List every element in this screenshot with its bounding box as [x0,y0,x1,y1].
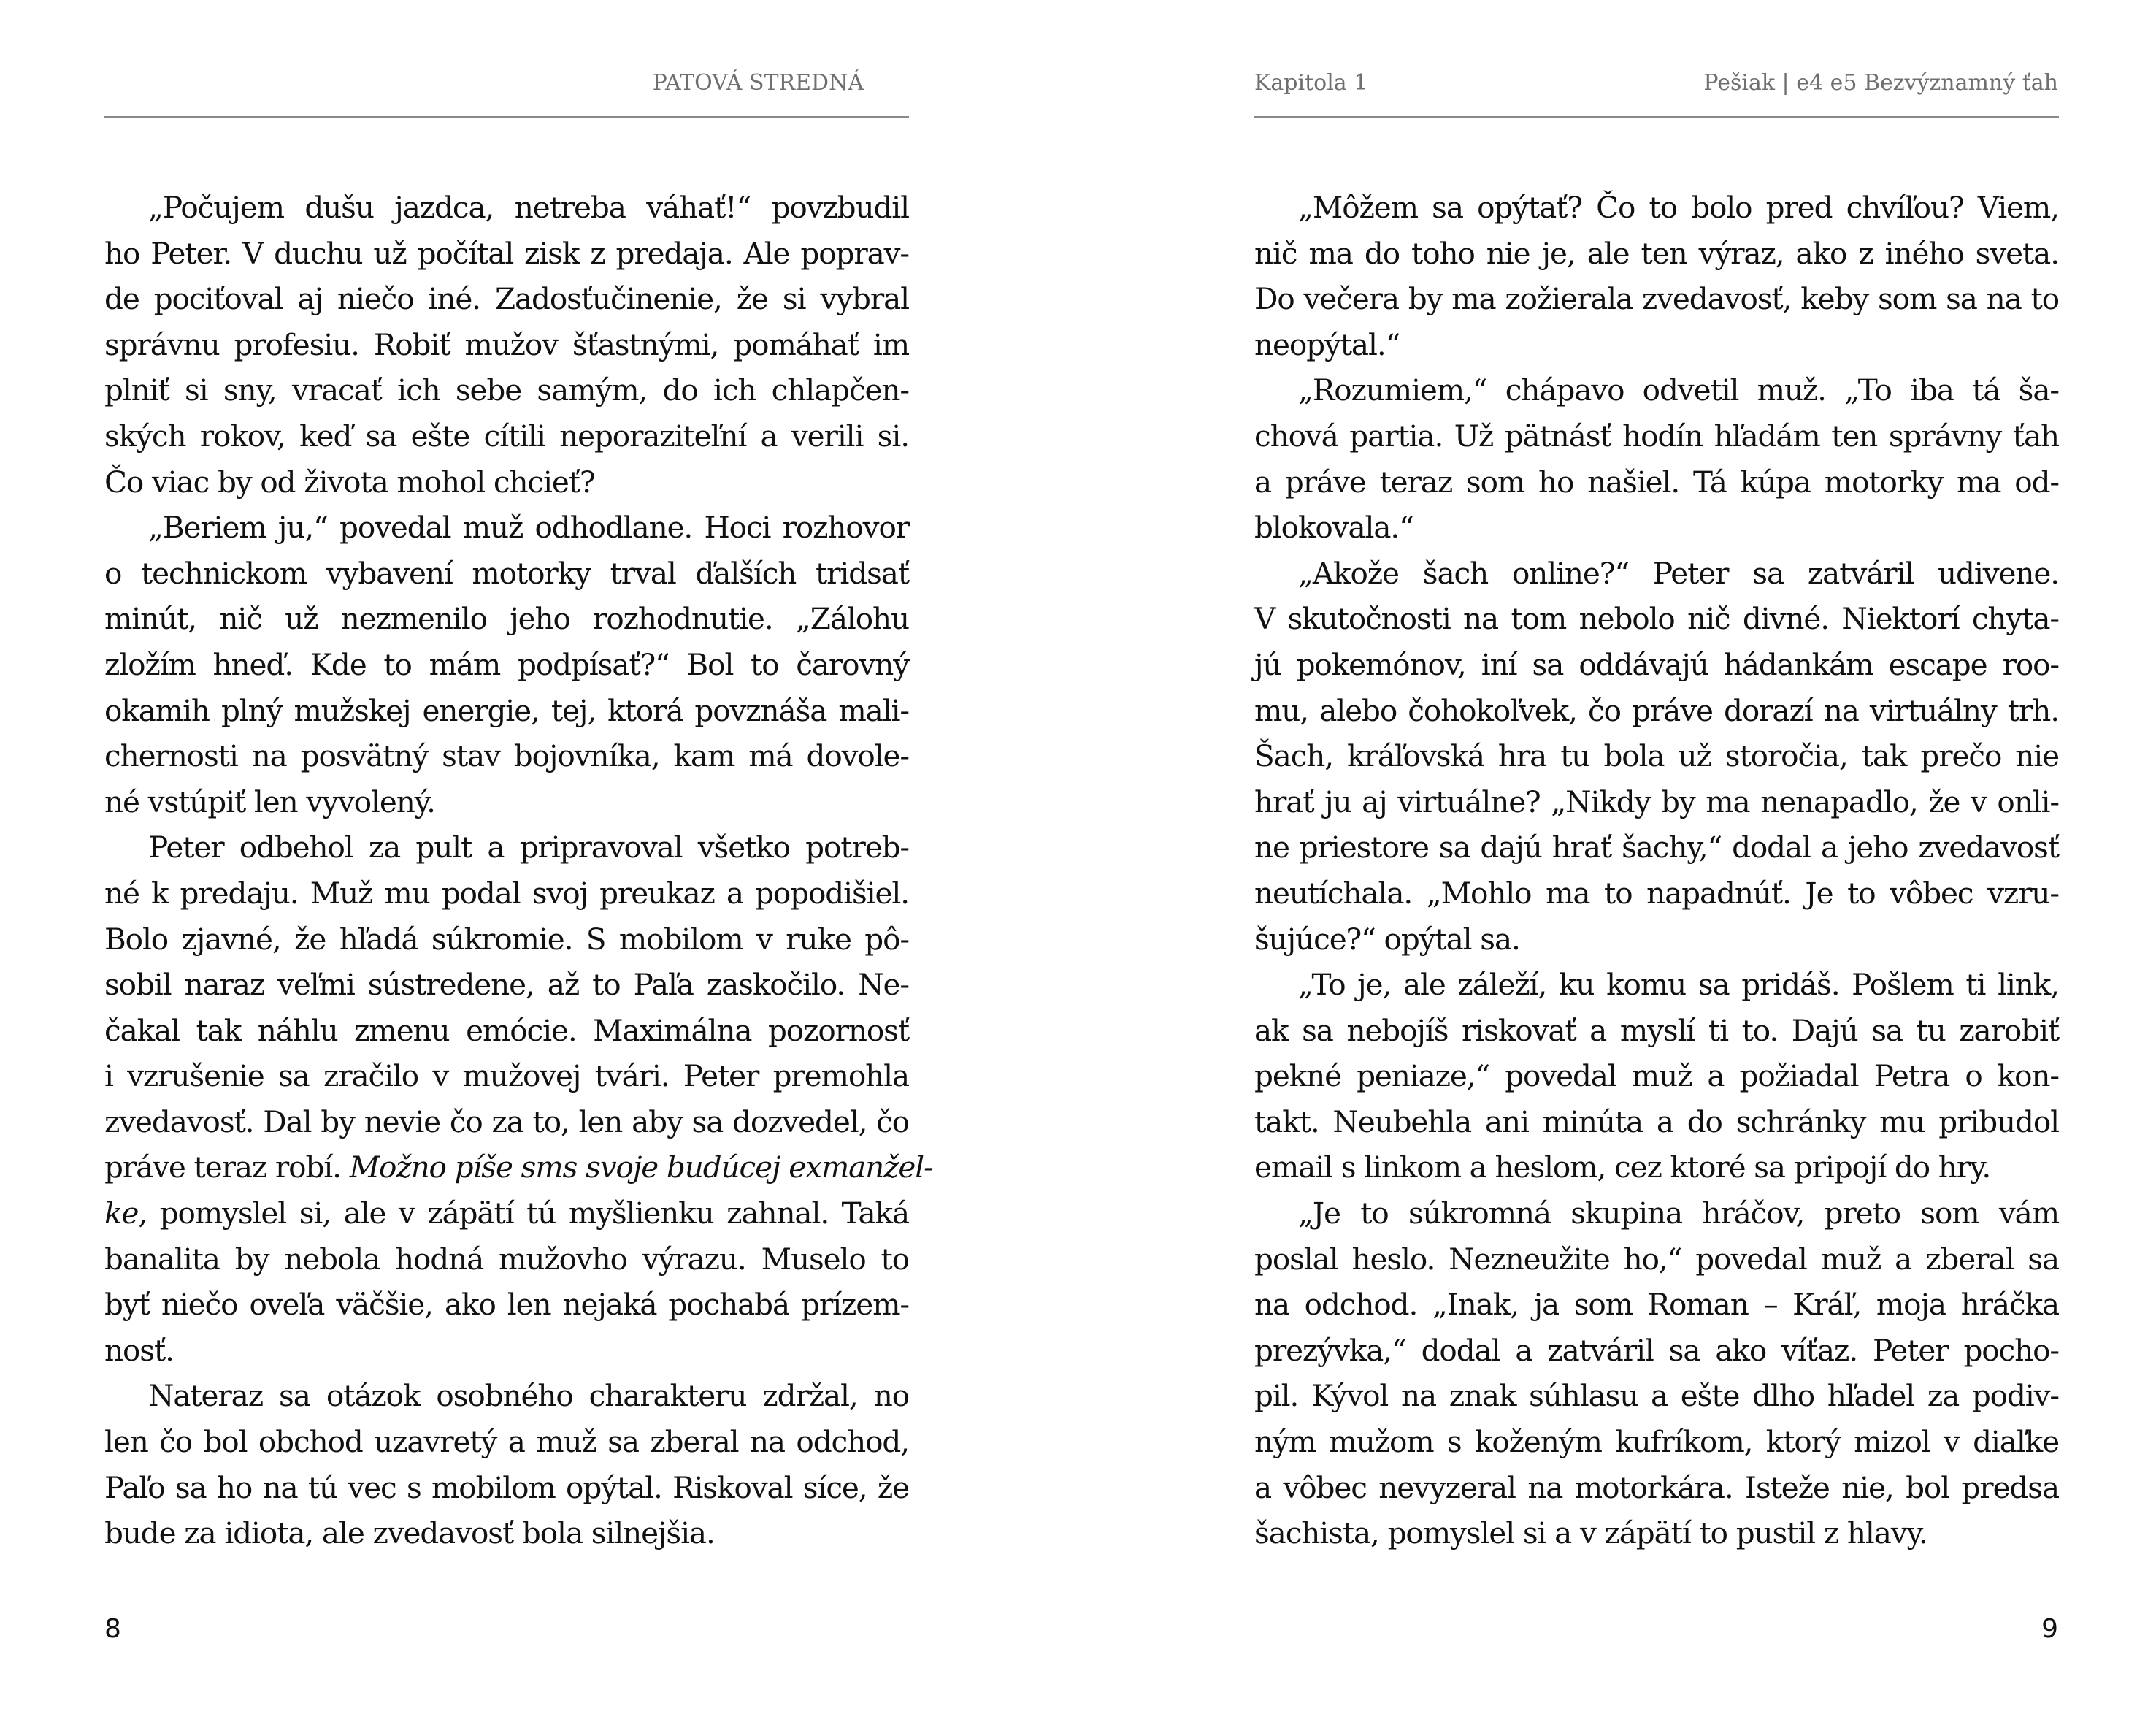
text-line: chová partia. Už pätnásť hodín hľadám ten správny ťah [1254,418,2059,454]
text-line: bude za idiota, ale zvedavosť bola silnejšia. [104,1515,715,1551]
text-line: o technickom vybavení motorky trval ďalších tridsať [104,555,909,591]
paragraph [104,505,909,825]
text-line: sobil naraz veľmi sústredene, až to Paľa zaskočilo. Ne- [104,967,909,1003]
text-line: pekné peniaze,“ povedal muž a požiadal Petra o kon- [1254,1058,2059,1094]
text-line: neopýtal.“ [1254,326,1400,362]
text-line: ských rokov, keď sa ešte cítili neporaziteľní a verili si. [104,418,909,454]
text-run: práve teraz robí. [104,1150,350,1185]
text-line: zložím hneď. Kde to mám podpísať?“ Bol to čarovný [104,646,909,682]
text-line: „To je, ale záleží, ku komu sa pridáš. Pošlem ti link, [1298,967,2059,1003]
text-line: prezývka,“ dodal a zatváril sa ako víťaz. Peter pocho- [1254,1332,2059,1368]
header-rule [1254,116,2059,118]
text-line: takt. Neubehla ani minúta a do schránky mu pribudol [1254,1104,2059,1139]
text-line: Čo viac by od života mohol chcieť? [104,464,595,500]
right-page-body [1254,185,2059,1556]
text-line: okamih plný mužskej energie, tej, ktorá povznáša mali- [104,692,909,728]
text-line: minút, nič už nezmenilo jeho rozhodnutie. „Zálohu [104,601,909,637]
text-line: email s linkom a heslom, cez ktoré sa pripojí do hry. [1254,1150,1991,1185]
text-line: pil. Kývol na znak súhlasu a ešte dlho hľadel za podiv- [1254,1378,2059,1414]
text-line: „Akože šach online?“ Peter sa zatváril udivene. [1298,555,2059,591]
text-line: „Môžem sa opýtať? Čo to bolo pred chvíľou? Viem, [1298,190,2059,225]
text-line: „Beriem ju,“ povedal muž odhodlane. Hoci rozhovor [148,510,909,546]
paragraph [1254,1190,2059,1556]
text-line: „Rozumiem,“ chápavo odvetil muž. „To iba tá ša- [1298,372,2059,408]
text-line: banalita by nebola hodná mužovho výrazu. Muselo to [104,1241,909,1277]
text-line: plniť si sny, vracať ich sebe samým, do ich chlapčen- [104,372,909,408]
text-line: „Je to súkromná skupina hráčov, preto som vám [1298,1196,2059,1231]
paragraph [1254,962,2059,1190]
text-line: né vstúpiť len vyvolený. [104,784,435,819]
text-line: ne priestore sa dajú hrať šachy,“ dodal a jeho zvedavosť [1254,830,2059,865]
text-line: né k predaju. Muž mu podal svoj preukaz a popodišiel. [104,875,909,911]
text-line: mu, alebo čohokoľvek, čo práve dorazí na virtuálny trh. [1254,692,2059,728]
text-line: zvedavosť. Dal by nevie čo za to, len aby sa dozvedel, čo [104,1104,909,1139]
text-line: „Počujem dušu jazdca, netreba váhať!“ povzbudil [148,190,909,225]
text-line: ak sa nebojíš riskovať a myslí ti to. Dajú sa tu zarobiť [1254,1012,2059,1048]
paragraph [104,185,909,505]
text-line: de pociťoval aj niečo iné. Zadosťučinenie, že si vybral [104,281,909,317]
running-head-book-title: PATOVÁ STREDNÁ [652,70,864,96]
italic-thought-text: ke [104,1196,139,1231]
text-line [104,1190,909,1236]
text-line: a vôbec nevyzeral na motorkára. Isteže nie, bol predsa [1254,1469,2059,1505]
left-page-body [104,185,933,1556]
text-line: nosť. [104,1332,174,1368]
text-line: šachista, pomyslel si a v zápätí to pustil z hlavy. [1254,1515,1927,1551]
text-line: Nateraz sa otázok osobného charakteru zdržal, no [148,1378,909,1414]
text-line: hrať ju aj virtuálne? „Nikdy by ma nenapadlo, že v onli- [1254,784,2059,819]
text-line: Bolo zjavné, že hľadá súkromie. S mobilom v ruke pô- [104,921,909,957]
text-line [104,1144,933,1190]
text-line: Peter odbehol za pult a pripravoval všetko potreb- [148,830,909,865]
text-line: a práve teraz som ho našiel. Tá kúpa motorky ma od- [1254,464,2059,500]
text-line: poslal heslo. Nezneužite ho,“ povedal muž a zberal sa [1254,1241,2059,1277]
text-line: byť niečo oveľa väčšie, ako len nejaká pochabá prízem- [104,1287,909,1323]
text-run: , pomyslel si, ale v zápätí tú myšlienku zahnal. Taká [138,1196,909,1231]
text-line: neutíchala. „Mohlo ma to napadnúť. Je to vôbec vzru- [1254,875,2059,911]
text-line: V skutočnosti na tom nebolo nič divné. Niektorí chyta- [1254,601,2059,637]
page-number-right: 9 [2041,1614,2058,1644]
text-line: nič ma do toho nie je, ale ten výraz, ako z iného sveta. [1254,235,2059,271]
header-rule [104,116,909,118]
text-line: šujúce?“ opýtal sa. [1254,921,1520,957]
italic-thought-text: Možno píše sms svoje budúcej exmanžel- [349,1150,933,1185]
text-line: Do večera by ma zožierala zvedavosť, keby som sa na to [1254,281,2059,317]
text-line: i vzrušenie sa zračilo v mužovej tvári. Peter premohla [104,1058,909,1094]
paragraph [1254,551,2059,962]
text-line: jú pokemónov, iní sa oddávajú hádankám escape roo- [1254,646,2059,682]
text-line: ným mužom s koženým kufríkom, ktorý mizol v diaľke [1254,1424,2059,1460]
text-line: čakal tak náhlu zmenu emócie. Maximálna pozornosť [104,1012,909,1048]
text-line: blokovala.“ [1254,510,1413,546]
paragraph [104,1373,909,1556]
paragraph [104,825,933,1373]
running-head-section-title: Pešiak | e4 e5 Bezvýznamný ťah [1703,70,2058,96]
text-line: Paľo sa ho na tú vec s mobilom opýtal. Riskoval síce, že [104,1469,909,1505]
text-line: ho Peter. V duchu už počítal zisk z predaja. Ale poprav- [104,235,909,271]
text-line: chernosti na posvätný stav bojovníka, kam má dovole- [104,738,909,774]
paragraph [1254,367,2059,550]
right-page [1078,0,2155,1725]
text-line: len čo bol obchod uzavretý a muž sa zberal na odchod, [104,1424,909,1460]
text-line: Šach, kráľovská hra tu bola už storočia, tak prečo nie [1254,738,2059,774]
running-head-chapter: Kapitola 1 [1254,70,1368,96]
paragraph [1254,185,2059,367]
text-line: správnu profesiu. Robiť mužov šťastnými, pomáhať im [104,326,909,362]
page-number-left: 8 [104,1614,121,1644]
text-line: na odchod. „Inak, ja som Roman – Kráľ, moja hráčka [1254,1287,2059,1323]
